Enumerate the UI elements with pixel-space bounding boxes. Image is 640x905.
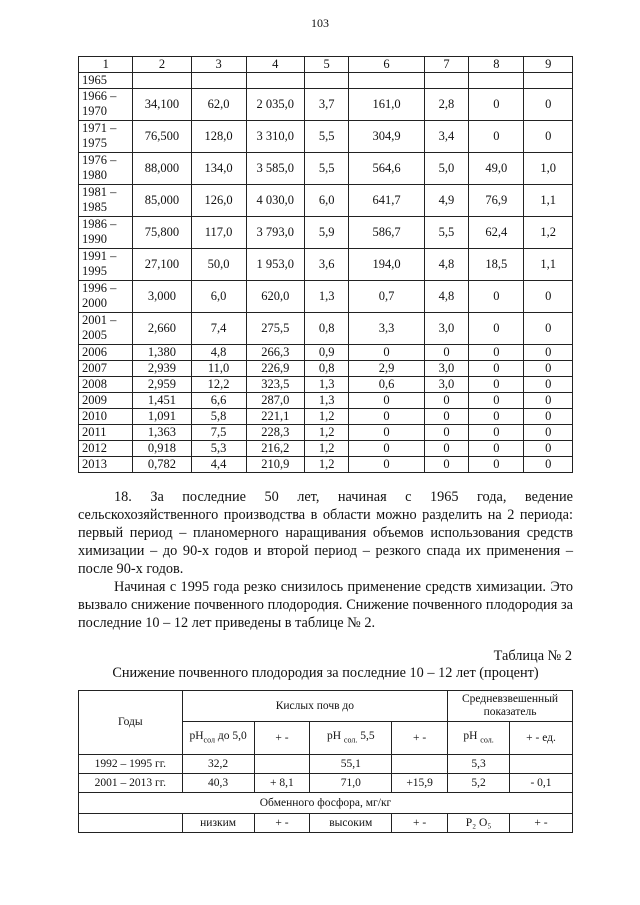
value-cell: 0 — [424, 457, 469, 473]
table-row — [79, 73, 573, 89]
table-row — [79, 153, 573, 185]
value-cell: 2,660 — [133, 313, 191, 345]
value-cell: 2,8 — [424, 89, 469, 121]
value-cell: 7,4 — [191, 313, 246, 345]
table-row — [79, 89, 573, 121]
value-cell: 161,0 — [349, 89, 424, 121]
value-cell: 323,5 — [246, 377, 304, 393]
value-cell: 1 953,0 — [246, 249, 304, 281]
value-cell: 6,0 — [191, 281, 246, 313]
value-cell: 0,9 — [304, 345, 349, 361]
value-cell: 0 — [424, 393, 469, 409]
cell: +15,9 — [392, 774, 448, 793]
year-cell: 2011 — [79, 425, 133, 441]
value-cell: 85,000 — [133, 185, 191, 217]
value-cell: 2,959 — [133, 377, 191, 393]
value-cell: 126,0 — [191, 185, 246, 217]
header-cell: 6 — [349, 57, 424, 73]
value-cell: 1,3 — [304, 281, 349, 313]
value-cell: 2 035,0 — [246, 89, 304, 121]
year-cell: 2009 — [79, 393, 133, 409]
subheader-pm-2: + - — [392, 722, 448, 755]
cell: P₂ O₅ — [448, 814, 510, 833]
value-cell: 0 — [524, 361, 573, 377]
value-cell: 641,7 — [349, 185, 424, 217]
table-row — [79, 121, 573, 153]
value-cell: 3 585,0 — [246, 153, 304, 185]
table2-label: Таблица № 2 — [493, 648, 572, 664]
cell: + - — [510, 814, 573, 833]
value-cell: 0 — [469, 281, 524, 313]
value-cell: 620,0 — [246, 281, 304, 313]
value-cell: 1,2 — [304, 409, 349, 425]
header-cell: 1 — [79, 57, 133, 73]
table-row — [79, 185, 573, 217]
year-cell: 2008 — [79, 377, 133, 393]
value-cell: 0 — [524, 281, 573, 313]
value-cell: 3,000 — [133, 281, 191, 313]
value-cell — [469, 73, 524, 89]
subheader-pm-units: + - ед. — [510, 722, 573, 755]
value-cell — [424, 73, 469, 89]
value-cell: 4,8 — [191, 345, 246, 361]
value-cell: 0 — [424, 441, 469, 457]
value-cell: 0 — [349, 457, 424, 473]
year-cell: 2001 – 2005 — [79, 313, 133, 345]
table2-title: Снижение почвенного плодородия за последние 10 – 12 лет (процент) — [112, 665, 539, 681]
value-cell: 0 — [469, 313, 524, 345]
cell: 5,3 — [448, 755, 510, 774]
cell — [79, 814, 183, 833]
cell: низким — [182, 814, 254, 833]
value-cell: 4,4 — [191, 457, 246, 473]
value-cell: 0,6 — [349, 377, 424, 393]
subheader-ph: pH $_{сол.}$ — [448, 722, 510, 755]
value-cell: 3 310,0 — [246, 121, 304, 153]
cell — [392, 755, 448, 774]
cell: + - — [254, 814, 310, 833]
year-cell: 2010 — [79, 409, 133, 425]
value-cell: 0 — [469, 425, 524, 441]
header-cell: 2 — [133, 57, 191, 73]
value-cell: 226,9 — [246, 361, 304, 377]
cell: - 0,1 — [510, 774, 573, 793]
value-cell: 194,0 — [349, 249, 424, 281]
value-cell: 0 — [469, 89, 524, 121]
value-cell: 1,2 — [304, 457, 349, 473]
value-cell: 128,0 — [191, 121, 246, 153]
value-cell: 1,3 — [304, 393, 349, 409]
value-cell: 62,4 — [469, 217, 524, 249]
value-cell: 27,100 — [133, 249, 191, 281]
value-cell: 3,0 — [424, 377, 469, 393]
year-cell: 2012 — [79, 441, 133, 457]
value-cell: 5,0 — [424, 153, 469, 185]
header-cell: 9 — [524, 57, 573, 73]
value-cell: 1,2 — [524, 217, 573, 249]
value-cell: 49,0 — [469, 153, 524, 185]
subheader-ph-55: pH $_{сол.}$ 5,5 — [310, 722, 392, 755]
value-cell: 2,939 — [133, 361, 191, 377]
table-row — [79, 393, 573, 409]
header-cell: 3 — [191, 57, 246, 73]
subheader-ph-50: $pH_{сол}$ до 5,0 — [182, 722, 254, 755]
cell: 2001 – 2013 гг. — [79, 774, 183, 793]
value-cell: 88,000 — [133, 153, 191, 185]
value-cell: 6,6 — [191, 393, 246, 409]
cell — [254, 755, 310, 774]
value-cell: 221,1 — [246, 409, 304, 425]
value-cell: 0 — [469, 377, 524, 393]
value-cell: 304,9 — [349, 121, 424, 153]
table-row — [79, 755, 573, 774]
value-cell: 62,0 — [191, 89, 246, 121]
value-cell: 0 — [469, 345, 524, 361]
value-cell: 134,0 — [191, 153, 246, 185]
value-cell: 0 — [469, 441, 524, 457]
table-row — [79, 457, 573, 473]
value-cell: 0 — [349, 345, 424, 361]
cell: 71,0 — [310, 774, 392, 793]
table-row — [79, 425, 573, 441]
value-cell: 6,0 — [304, 185, 349, 217]
value-cell: 0 — [469, 361, 524, 377]
value-cell: 0 — [349, 441, 424, 457]
value-cell — [349, 73, 424, 89]
cell: + - — [392, 814, 448, 833]
header-cell: 5 — [304, 57, 349, 73]
value-cell: 1,2 — [304, 425, 349, 441]
year-cell: 1991 – 1995 — [79, 249, 133, 281]
value-cell: 216,2 — [246, 441, 304, 457]
value-cell: 266,3 — [246, 345, 304, 361]
value-cell: 1,380 — [133, 345, 191, 361]
value-cell: 5,5 — [304, 121, 349, 153]
value-cell: 0 — [469, 409, 524, 425]
value-cell: 5,9 — [304, 217, 349, 249]
value-cell: 0 — [524, 425, 573, 441]
value-cell: 0 — [524, 345, 573, 361]
table-row — [79, 814, 573, 833]
table-row — [79, 281, 573, 313]
table-row — [79, 377, 573, 393]
value-cell: 1,1 — [524, 185, 573, 217]
value-cell: 0 — [469, 393, 524, 409]
header-weighted: Средневзвешенный показатель — [448, 691, 573, 722]
value-cell: 2,9 — [349, 361, 424, 377]
year-cell: 2013 — [79, 457, 133, 473]
cell — [510, 755, 573, 774]
header-cell: 8 — [469, 57, 524, 73]
value-cell: 76,500 — [133, 121, 191, 153]
value-cell: 0 — [524, 393, 573, 409]
value-cell: 0,7 — [349, 281, 424, 313]
year-cell: 1981 – 1985 — [79, 185, 133, 217]
paragraph-chemicals-decline: Начиная с 1995 года резко снизилось применение средств химизации. Это вызвало снижение почвенного плодородия. Снижение почвенного плодородия за последние 10 – 12 лет приведены в таблице № 2. — [78, 579, 573, 631]
value-cell: 18,5 — [469, 249, 524, 281]
table-header-row — [79, 57, 573, 73]
value-cell: 0,8 — [304, 313, 349, 345]
value-cell: 34,100 — [133, 89, 191, 121]
header-cell: 4 — [246, 57, 304, 73]
value-cell: 5,5 — [304, 153, 349, 185]
value-cell: 0 — [524, 457, 573, 473]
year-cell: 1996 – 2000 — [79, 281, 133, 313]
table-row — [79, 441, 573, 457]
table-row — [79, 361, 573, 377]
value-cell: 0 — [469, 457, 524, 473]
header-acid-soils: Кислых почв до — [182, 691, 447, 722]
value-cell: 1,3 — [304, 377, 349, 393]
value-cell: 7,5 — [191, 425, 246, 441]
cell: высоким — [310, 814, 392, 833]
value-cell: 1,451 — [133, 393, 191, 409]
value-cell: 3 793,0 — [246, 217, 304, 249]
soil-fertility-table — [78, 690, 573, 833]
value-cell: 0 — [424, 345, 469, 361]
value-cell: 3,0 — [424, 361, 469, 377]
value-cell: 11,0 — [191, 361, 246, 377]
value-cell — [191, 73, 246, 89]
year-cell: 1971 – 1975 — [79, 121, 133, 153]
value-cell — [246, 73, 304, 89]
value-cell: 3,4 — [424, 121, 469, 153]
table-row — [79, 345, 573, 361]
value-cell: 0 — [424, 425, 469, 441]
value-cell: 0,782 — [133, 457, 191, 473]
table-row — [79, 249, 573, 281]
cell: 32,2 — [182, 755, 254, 774]
value-cell: 76,9 — [469, 185, 524, 217]
value-cell: 4,9 — [424, 185, 469, 217]
value-cell: 0 — [524, 89, 573, 121]
value-cell: 287,0 — [246, 393, 304, 409]
cell: 55,1 — [310, 755, 392, 774]
value-cell: 4 030,0 — [246, 185, 304, 217]
page-number: 103 — [311, 16, 329, 30]
table-row — [79, 217, 573, 249]
cell: 1992 – 1995 гг. — [79, 755, 183, 774]
header-cell: 7 — [424, 57, 469, 73]
value-cell: 0 — [524, 377, 573, 393]
value-cell: 228,3 — [246, 425, 304, 441]
value-cell: 1,0 — [524, 153, 573, 185]
paragraph-18: 18. За последние 50 лет, начиная с 1965 года, ведение сельскохозяйственного производства в области можно разделить на 2 периода: первый период – планомерного наращивания объемов использования средств химизации – до 90-х годов и второй период – резкого спада их применения – после 90-х годов. — [78, 489, 573, 577]
value-cell: 0 — [349, 393, 424, 409]
value-cell: 0 — [349, 425, 424, 441]
value-cell: 3,6 — [304, 249, 349, 281]
value-cell: 0 — [524, 409, 573, 425]
value-cell: 4,8 — [424, 249, 469, 281]
value-cell: 0 — [469, 121, 524, 153]
value-cell: 0 — [524, 441, 573, 457]
value-cell: 1,1 — [524, 249, 573, 281]
cell: 40,3 — [182, 774, 254, 793]
subheader-pm-1: + - — [254, 722, 310, 755]
year-cell: 1966 – 1970 — [79, 89, 133, 121]
table-row — [79, 313, 573, 345]
header-years: Годы — [79, 691, 183, 755]
value-cell — [304, 73, 349, 89]
value-cell: 4,8 — [424, 281, 469, 313]
value-cell: 5,3 — [191, 441, 246, 457]
value-cell: 0 — [424, 409, 469, 425]
value-cell: 1,2 — [304, 441, 349, 457]
value-cell: 3,7 — [304, 89, 349, 121]
value-cell: 0,918 — [133, 441, 191, 457]
value-cell: 210,9 — [246, 457, 304, 473]
value-cell: 1,363 — [133, 425, 191, 441]
value-cell: 117,0 — [191, 217, 246, 249]
year-cell: 1986 – 1990 — [79, 217, 133, 249]
value-cell — [524, 73, 573, 89]
header-phosphorus: Обменного фосфора, мг/кг — [79, 793, 573, 814]
value-cell: 5,5 — [424, 217, 469, 249]
value-cell: 50,0 — [191, 249, 246, 281]
year-cell: 2006 — [79, 345, 133, 361]
value-cell: 0 — [524, 121, 573, 153]
value-cell — [133, 73, 191, 89]
value-cell: 1,091 — [133, 409, 191, 425]
value-cell: 3,0 — [424, 313, 469, 345]
year-cell: 1965 — [79, 73, 133, 89]
value-cell: 12,2 — [191, 377, 246, 393]
value-cell: 5,8 — [191, 409, 246, 425]
value-cell: 564,6 — [349, 153, 424, 185]
value-cell: 586,7 — [349, 217, 424, 249]
value-cell: 0 — [349, 409, 424, 425]
value-cell: 3,3 — [349, 313, 424, 345]
value-cell: 0 — [524, 313, 573, 345]
year-cell: 1976 – 1980 — [79, 153, 133, 185]
value-cell: 275,5 — [246, 313, 304, 345]
cell: 5,2 — [448, 774, 510, 793]
value-cell: 75,800 — [133, 217, 191, 249]
cell: + 8,1 — [254, 774, 310, 793]
chemicals-table — [78, 56, 573, 473]
table-row — [79, 774, 573, 793]
value-cell: 0,8 — [304, 361, 349, 377]
year-cell: 2007 — [79, 361, 133, 377]
table-row — [79, 409, 573, 425]
